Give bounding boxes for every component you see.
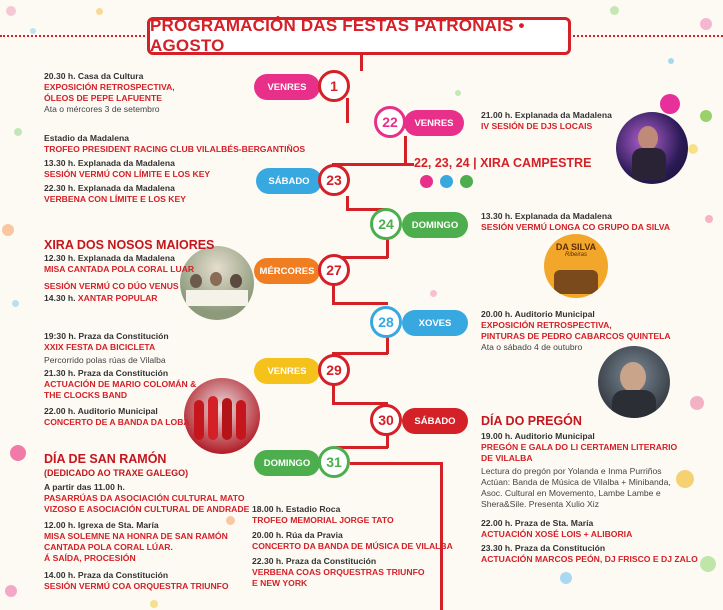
event-verbena-limite: 22.30 h. Explanada da Madalena VERBENA CON LÍMITE E LOS KEY — [44, 183, 186, 204]
section-dia-do-pregon: DÍA DO PREGÓN — [481, 414, 582, 428]
event-exposicion-lafuente: 20.30 h. Casa da Cultura EXPOSICIÓN RETROSPECTIVA, ÓLEOS DE PEPE LAFUENTE Ata o mércores 3 de setembro — [44, 71, 175, 114]
day-label-28: XOVES — [402, 310, 468, 336]
section-dia-san-ramon-subtitle: (DEDICADO AO TRAXE GALEGO) — [44, 468, 189, 478]
event-xose-lois: 22.00 h. Praza de Sta. María ACTUACIÓN XOSÉ LOIS + ALIBORIA — [481, 518, 633, 539]
day-number-28: 28 — [370, 306, 402, 338]
section-dia-san-ramon — [44, 452, 188, 480]
pedro-cabarcos-photo — [598, 346, 670, 418]
event-trofeo-president: Estadio da Madalena TROFEO PRESIDENT RACING CLUB VILALBÉS-BERGANTIÑOS — [44, 133, 306, 154]
day-number-29: 29 — [318, 354, 350, 386]
event-vermu-limite: 13.30 h. Explanada da Madalena SESIÓN VERMÚ CON LÍMITE E LOS KEY — [44, 158, 211, 179]
title-dash-left — [0, 35, 145, 37]
day-label-23: SÁBADO — [256, 168, 322, 194]
title-banner — [147, 17, 571, 55]
event-vermu-triunfo: 14.00 h. Praza da Constitución SESIÓN VERMÚ COA ORQUESTRA TRIUNFO — [44, 570, 229, 591]
event-misa-solemne: 12.00 h. Igrexa de Sta. María MISA SOLEMNE NA HONRA DE SAN RAMÓN CANTADA POLA CORAL LÚAR. Á SAÍDA, PROCESIÓN — [44, 520, 228, 563]
event-marcos-peon: 23.30 h. Praza da Constitución ACTUACIÓN MARCOS PEÓN, DJ FRISCO E DJ ZALO — [481, 543, 698, 564]
event-festa-bicicleta: 19:30 h. Praza da Constitución XXIX FESTA DA BICICLETA Percorrido polas rúas de Vilalba — [44, 331, 169, 365]
day-label-1: VENRES — [254, 74, 320, 100]
day-number-24: 24 — [370, 208, 402, 240]
day-label-31: DOMINGO — [254, 450, 320, 476]
page-title: PROGRAMACIÓN DAS FESTAS PATRONAIS • AGOSTO — [150, 16, 525, 55]
xira-campestre — [414, 156, 591, 170]
day-label-29: VENRES — [254, 358, 320, 384]
da-silva-logo: DA SILVA — [555, 242, 597, 252]
title-dash-right — [573, 35, 723, 37]
dj-photo — [616, 112, 688, 184]
event-verbena-triunfo: 22.30 h. Praza da Constitución VERBENA COAS ORQUESTRAS TRIUNFO E NEW YORK — [252, 556, 425, 588]
day-number-30: 30 — [370, 404, 402, 436]
event-banda-musica-vilalba: 20.00 h. Rúa da Pravia CONCERTO DA BANDA DE MÚSICA DE VILALBA — [252, 530, 453, 551]
event-vermu-duo-venus: SESIÓN VERMÚ CO DÚO VENUS — [44, 281, 179, 291]
da-silva-photo — [544, 234, 608, 298]
day-label-24: DOMINGO — [402, 212, 468, 238]
xira-dates: 22, 23, 24 — [414, 156, 470, 170]
event-pasarruas: A partir das 11.00 h. PASARRÚAS DA ASOCIACIÓN CULTURAL MATO VIZOSO E ASOCIACIÓN CULTURAL DE ANDRADE — [44, 482, 250, 514]
section-xira-maiores: XIRA DOS NOSOS MAIORES — [44, 238, 215, 252]
event-banda-da-loba: 22.00 h. Auditorio Municipal CONCERTO DE A BANDA DA LOBA — [44, 406, 190, 427]
day-label-22: VENRES — [404, 110, 464, 136]
event-trofeo-jorge-tato: 18.00 h. Estadio Roca TROFEO MEMORIAL JORGE TATO — [252, 504, 394, 525]
da-silva-tagline: Ribeiras — [564, 252, 587, 258]
day-number-23: 23 — [318, 164, 350, 196]
event-djs-locais: 21.00 h. Explanada da Madalena IV SESIÓN DE DJS LOCAIS — [481, 110, 612, 131]
day-number-1: 1 — [318, 70, 350, 102]
day-number-31: 31 — [318, 446, 350, 478]
event-mario-coloman: 21.30 h. Praza da Constitución ACTUACIÓN DE MARIO COLOMÁN & THE CLOCKS BAND — [44, 368, 197, 400]
day-label-27: MÉRCORES — [254, 258, 320, 284]
xira-label: | XIRA CAMPESTRE — [473, 156, 592, 170]
event-vermu-da-silva: 13.30 h. Explanada da Madalena SESIÓN VERMÚ LONGA CO GRUPO DA SILVA — [481, 211, 671, 232]
event-pregon-gala: 19.00 h. Auditorio Municipal PREGÓN E GALA DO LI CERTAMEN LITERARIO DE VILALBA Lectura do pregón por Yolanda e Inma Purriños Actúan: Banda de Música de Vilalba + Minibanda, Asoc. Cultural en Movemento, Lambe Lambe e Shera&Sile. Presenta Xulio Xiz — [481, 431, 678, 509]
section-dia-san-ramon-title: DÍA DE SAN RAMÓN — [44, 452, 167, 466]
day-label-30: SÁBADO — [402, 408, 468, 434]
event-xantar-popular: 14.30 h. XANTAR POPULAR — [44, 293, 158, 303]
day-number-22: 22 — [374, 106, 406, 138]
day-number-27: 27 — [318, 254, 350, 286]
event-misa-coral-luar: 12.30 h. Explanada da Madalena MISA CANTADA POLA CORAL LUAR — [44, 253, 195, 274]
event-exposicion-cabarcos: 20.00 h. Auditorio Municipal EXPOSICIÓN RETROSPECTIVA, PINTURAS DE PEDRO CABARCOS QUINTELA Ata o sábado 4 de outubro — [481, 309, 671, 352]
